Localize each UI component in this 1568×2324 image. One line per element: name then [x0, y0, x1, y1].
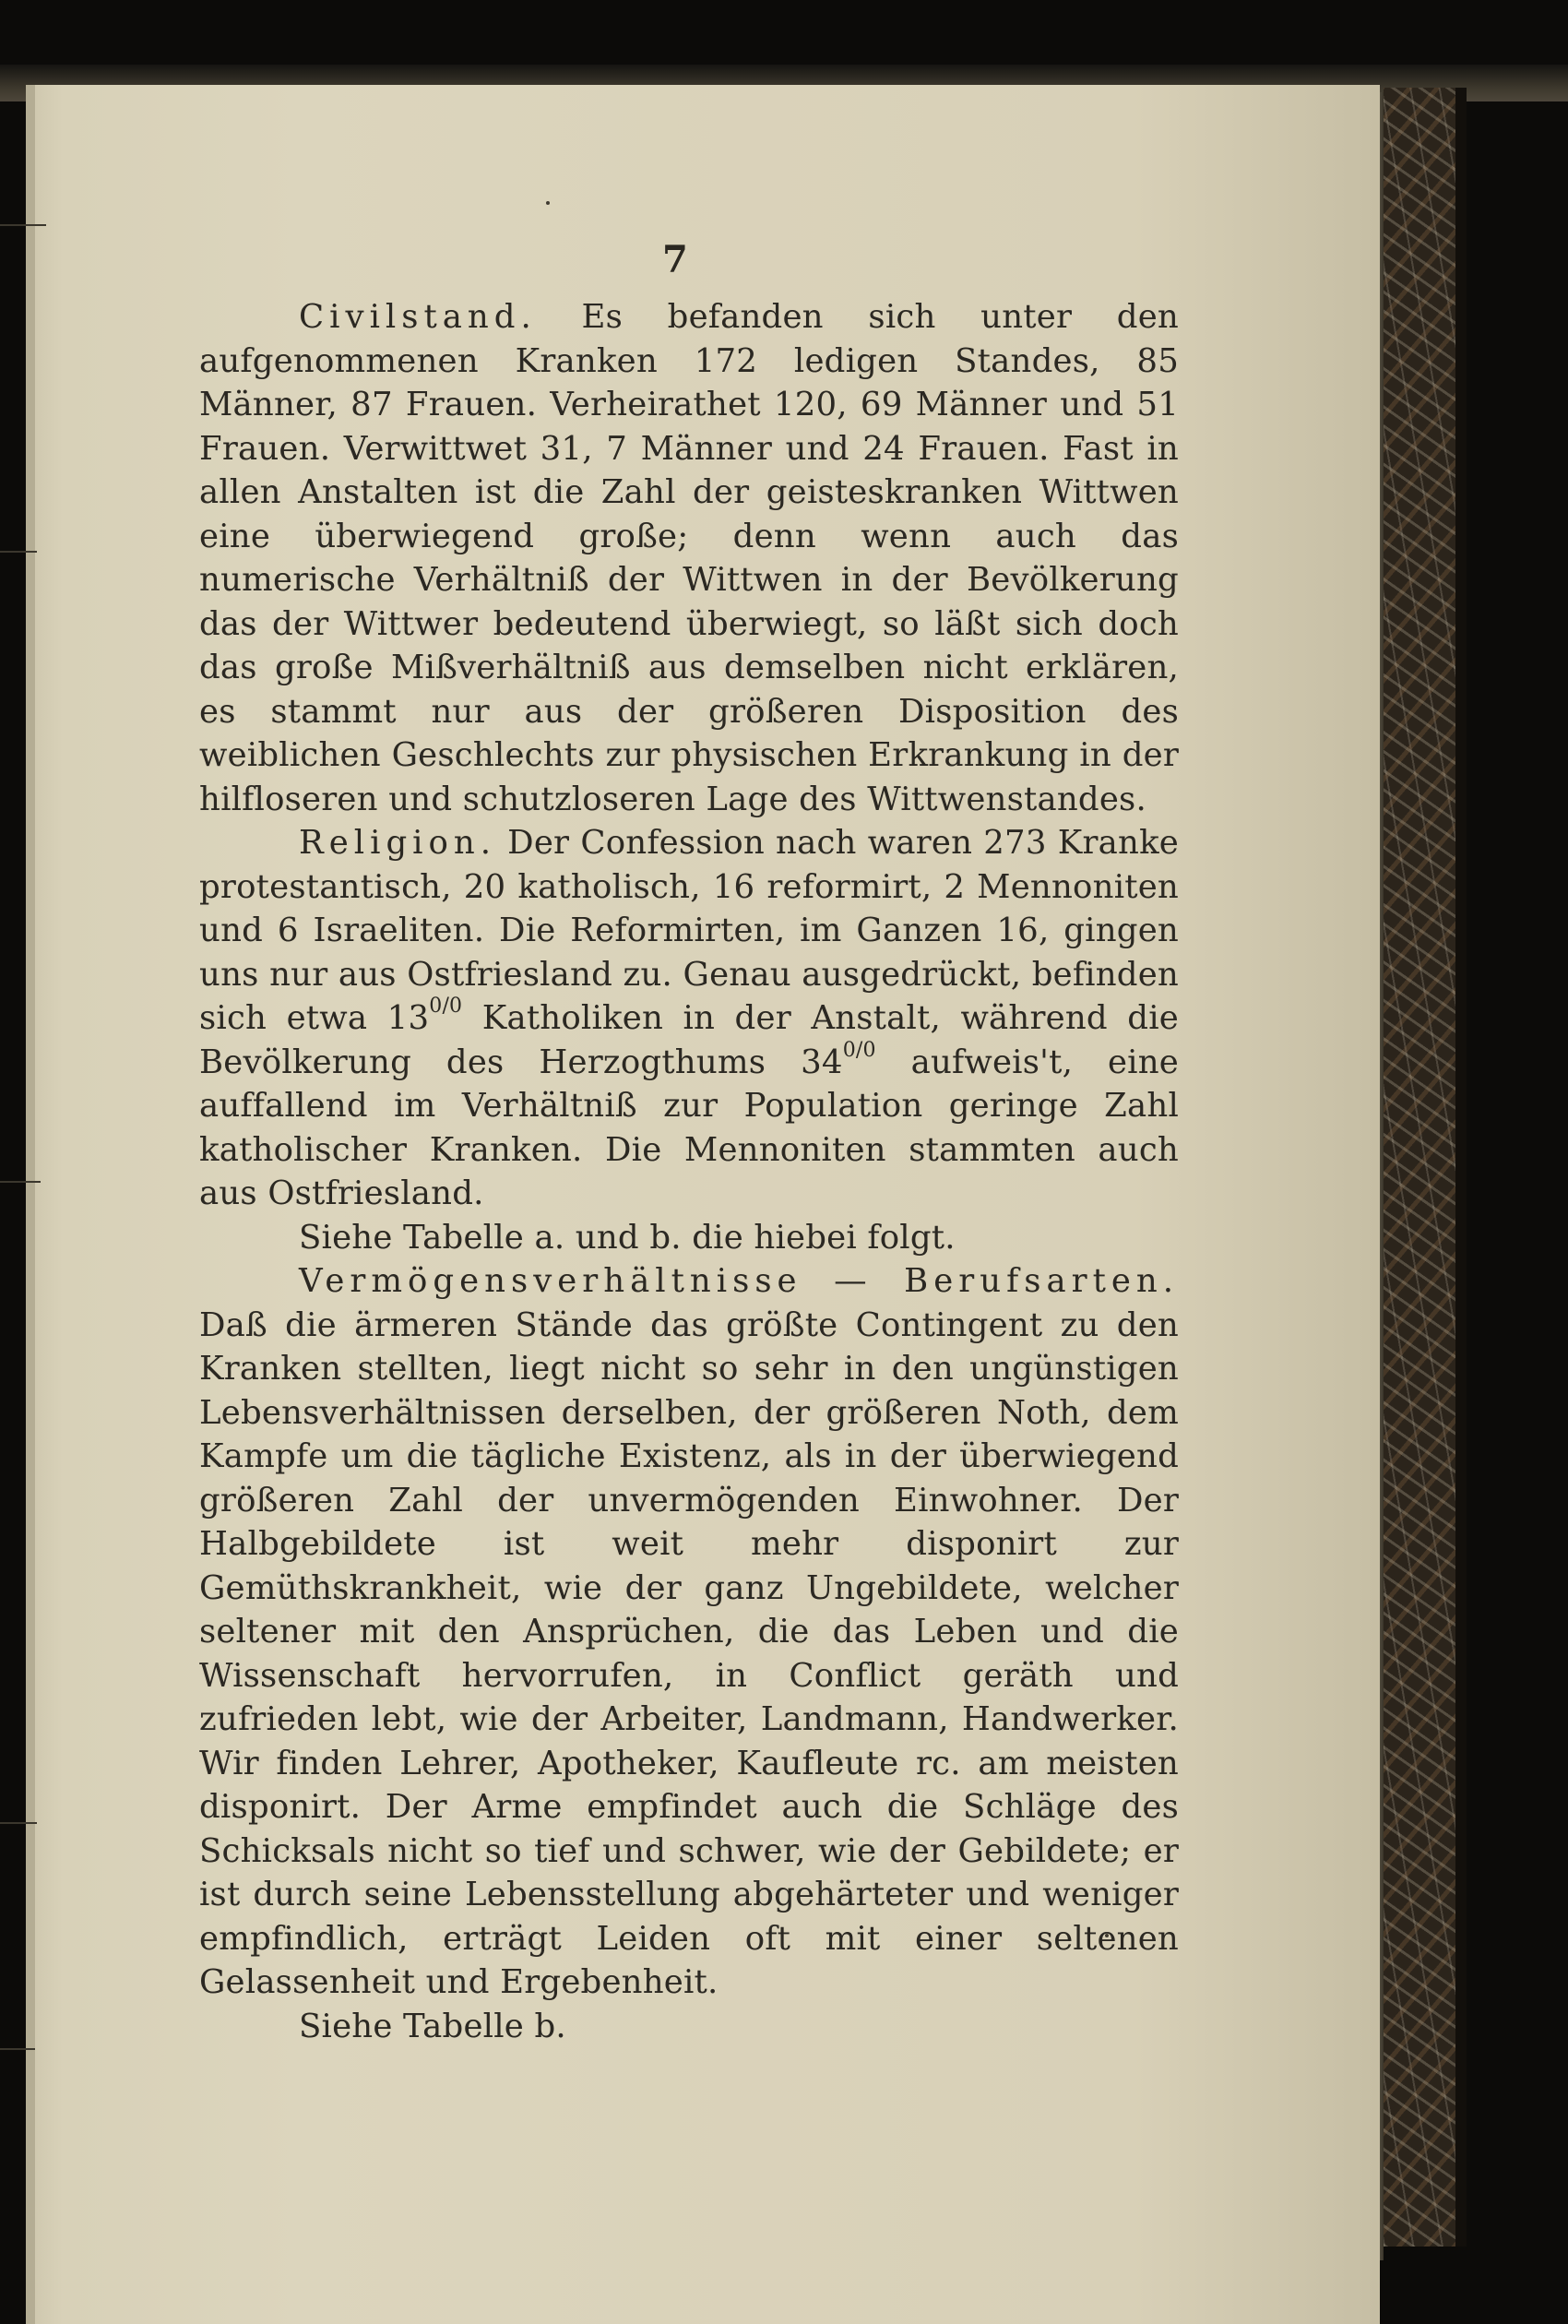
paragraph-reference [199, 2005, 1179, 2049]
percent-sign: 0/0 [429, 995, 463, 1018]
paragraph-text: Es befanden sich unter den aufgenommenen Kranken 172 ledigen Standes, 85 Männer, 87 Frauen. Verheirathet 120, 69 Männer und 51 Frauen. Verwittwet 31, 7 Männer und 24 Frauen. Fast in allen Anstalten ist die Zahl der geisteskranken Wittwen eine überwiegend große; denn wenn auch das numerische Verhältniß der Wittwen in der Bevölkerung das der Wittwer bedeutend überwiegt, so läßt sich doch das große Mißverhältniß aus demselben nicht erklären, es stammt nur aus der größeren Disposition des weiblichen Geschlechts zur physischen Erkrankung in der hilfloseren und schutzloseren Lage des Wittwenstandes. [199, 298, 1179, 818]
cover-edge [1455, 88, 1467, 2247]
paragraph-vermoegen [199, 1259, 1179, 2005]
paragraph-text: Daß die ärmeren Stände das größte Contingent zu den Kranken stellten, liegt nicht so sehr in den ungünstigen Lebensverhältnissen derselben, der größeren Noth, dem Kampfe um die tägliche Existenz, als in der überwiegend größeren Zahl der unvermögenden Einwohner. Der Halbgebildete ist weit mehr disponirt zur Gemüthskrankheit, wie der ganz Ungebildete, welcher seltener mit den Ansprüchen, die das Leben und die Wissenschaft hervorrufen, in Conflict geräth und zufrieden lebt, wie der Arbeiter, Landmann, Handwerker. Wir finden Lehrer, Apotheker, Kaufleute rc. am meisten disponirt. Der Arme empfindet auch die Schläge des Schicksals nicht so tief und schwer, wie der Gebildete; er ist durch seine Lebensstellung abgehärteter und weniger empfindlich, erträgt Leiden oft mit einer seltenen Gelassenheit und Ergebenheit. [199, 1305, 1179, 2001]
speck [546, 201, 550, 205]
paragraph-text: Katholiken in der Anstalt, während die Bevölkerung des Herzogthums 34 [199, 999, 1179, 1081]
body-text [199, 295, 1179, 2048]
margin-mark [0, 224, 46, 226]
page-gutter [26, 85, 35, 2324]
section-heading: Vermögensverhältnisse — Berufsarten. [299, 1262, 1179, 1300]
margin-mark [0, 1822, 37, 1824]
paragraph-civilstand [199, 295, 1179, 821]
paragraph-reference [199, 1216, 1179, 1260]
paragraph-text: aufweis't, eine auffallend im Verhältniß zur Population geringe Zahl katholischer Kranken. Die Mennoniten stammten auch aus Ostfriesland. [199, 1043, 1179, 1212]
margin-mark [0, 2048, 35, 2050]
percent-sign: 0/0 [842, 1038, 876, 1062]
paragraph-text: Der Confession nach waren 273 Kranke protestantisch, 20 katholisch, 16 reformirt, 2 Mennoniten und 6 Israeliten. Die Reformirten, im Ganzen 16, gingen uns nur aus Ostfriesland zu. Genau ausgedrückt, befinden sich etwa 13 [199, 824, 1179, 1037]
margin-mark [0, 1181, 41, 1183]
paragraph-religion [199, 821, 1179, 1216]
marbled-cover [1384, 88, 1457, 2247]
margin-mark [0, 551, 37, 553]
paragraph-text: Siehe Tabelle b. [299, 2007, 566, 2045]
section-heading: Civilstand. [299, 298, 537, 336]
section-heading: Religion. [299, 824, 497, 862]
paragraph-text: Siehe Tabelle a. und b. die hiebei folgt. [299, 1218, 956, 1257]
page-number: 7 [662, 238, 688, 281]
